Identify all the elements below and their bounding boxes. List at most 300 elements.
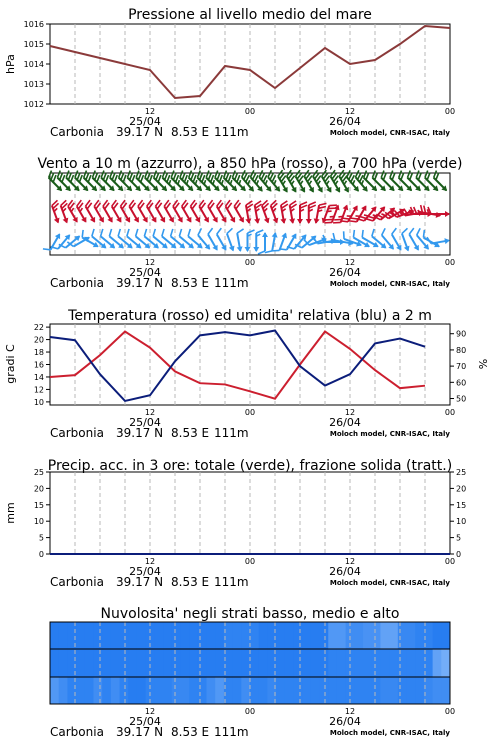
- day-label: 26/04: [329, 715, 361, 728]
- wind-barb-head: [313, 218, 320, 224]
- wind-barb: [403, 171, 426, 194]
- wind-barb-head: [297, 219, 303, 224]
- cloud-cell: [250, 622, 259, 649]
- wind-barb-feather: [116, 229, 123, 236]
- y-tick-label: 90: [456, 329, 467, 339]
- temperature-left-axis: [34, 323, 50, 407]
- cloud-cell: [259, 677, 268, 704]
- wind-barb-head: [72, 217, 80, 224]
- wind-barb-head: [212, 245, 220, 252]
- wind-barbs: [43, 170, 452, 254]
- location-alt: 111m: [214, 276, 249, 290]
- cloud-cell: [163, 649, 172, 677]
- location-lat: 39.17 N: [116, 725, 164, 739]
- precipitation-x-axis: [50, 557, 455, 589]
- precipitation-left-axis: [34, 468, 50, 559]
- wind-barb-feather: [125, 229, 132, 236]
- wind-barb-head: [107, 217, 115, 224]
- x-tick-label: 12: [344, 707, 356, 716]
- cloud-cell: [354, 677, 363, 704]
- cloud-cell: [154, 649, 163, 677]
- cloud-cell: [241, 677, 250, 704]
- y-tick-label: 1014: [23, 60, 44, 69]
- y-tick-label: 20: [33, 335, 44, 345]
- y-tick-label: 70: [456, 362, 467, 372]
- wind-barb-head: [306, 219, 312, 224]
- wind-barb-head: [300, 187, 308, 194]
- humidity-ylabel: %: [477, 358, 490, 370]
- cloud-cell: [137, 649, 146, 677]
- cloud-cell: [389, 622, 398, 649]
- cloud-cell: [93, 649, 102, 677]
- wind-barb: [88, 229, 111, 251]
- temperature-ylabel: gradi C: [4, 344, 17, 384]
- cloud-cell: [380, 649, 389, 677]
- y-tick-label: 18: [33, 348, 44, 358]
- wind-barb-head: [326, 187, 334, 194]
- location-name: Carbonia: [50, 276, 104, 290]
- cloud-cell: [198, 622, 207, 649]
- cloud-cell: [93, 622, 102, 649]
- cloud-cell: [172, 622, 181, 649]
- y-tick-label: 1013: [23, 80, 44, 89]
- wind-barb: [71, 171, 94, 194]
- cloud-cell: [50, 677, 59, 704]
- wind-barb-head: [361, 204, 369, 211]
- cloud-cell: [433, 649, 442, 677]
- cloud-cell: [328, 677, 337, 704]
- cloud-cell: [337, 622, 346, 649]
- x-tick-label: 12: [344, 258, 356, 267]
- wind-barb-feather: [421, 230, 427, 238]
- wind-barb-head: [142, 217, 150, 224]
- wind-barb: [366, 202, 388, 225]
- precipitation-grid: [75, 472, 425, 554]
- wind-barb-head: [212, 217, 220, 224]
- model-credit: Moloch model, CNR-ISAC, Italy: [329, 579, 450, 587]
- cloud-cell: [337, 649, 346, 677]
- location-lat: 39.17 N: [116, 426, 164, 440]
- cloud-cell: [50, 622, 59, 649]
- y-tick-label: 20: [456, 484, 467, 494]
- x-tick-label: 12: [344, 107, 356, 116]
- model-credit: Moloch model, CNR-ISAC, Italy: [329, 729, 450, 737]
- cloud-cell: [363, 677, 372, 704]
- y-tick-label: 20: [33, 484, 44, 494]
- x-tick-label: 00: [444, 258, 456, 267]
- cloud-cell: [154, 677, 163, 704]
- cloud-cell: [215, 677, 224, 704]
- wind-barb: [358, 230, 382, 250]
- y-tick-label: 1015: [23, 40, 44, 49]
- pressure-x-axis: [50, 107, 455, 139]
- wind-barb: [297, 202, 307, 224]
- day-label: 26/04: [329, 565, 361, 578]
- precipitation-right-axis: [450, 468, 466, 559]
- wind-barb-head: [445, 211, 450, 217]
- x-tick-label: 12: [144, 557, 156, 566]
- cloud-cell: [111, 677, 120, 704]
- cloud-cell: [293, 677, 302, 704]
- cloud-cell: [441, 649, 450, 677]
- wind-barb-feather: [226, 228, 234, 233]
- wind-barb: [44, 171, 67, 194]
- location-lat: 39.17 N: [116, 125, 164, 139]
- wind-barb: [234, 229, 248, 252]
- wind-barb-feather: [360, 230, 366, 238]
- wind-barb: [158, 171, 181, 194]
- wind-barb-feather: [98, 229, 105, 236]
- cloud-cell: [215, 622, 224, 649]
- wind-barb-head: [54, 218, 61, 225]
- wind-barb: [158, 229, 181, 251]
- cloud-cell: [233, 649, 242, 677]
- cloud-cell: [302, 622, 311, 649]
- wind-barb-feather: [415, 228, 422, 235]
- cloud-cell: [380, 677, 389, 704]
- x-tick-label: 12: [344, 408, 356, 417]
- wind-title: Vento a 10 m (azzurro), a 850 hPa (rosso), a 700 hPa (verde): [37, 156, 463, 172]
- wind-barb-feather: [256, 230, 263, 233]
- cloud-cell: [172, 677, 181, 704]
- cloud-cell: [372, 649, 381, 677]
- wind-barb: [114, 229, 137, 251]
- cloud-cell: [233, 677, 242, 704]
- wind-barb: [175, 229, 198, 251]
- wind-barb-head: [81, 217, 89, 224]
- wind-barb: [394, 171, 417, 194]
- pressure-ylabel: hPa: [4, 54, 17, 74]
- wind-barb: [429, 171, 452, 194]
- wind-barb-feather: [333, 220, 341, 225]
- x-tick-label: 00: [244, 707, 256, 716]
- wind-barb-feather: [390, 228, 398, 234]
- temperature-title: Temperatura (rosso) ed umidita' relativa (blu) a 2 m: [68, 308, 432, 324]
- y-tick-label: 1012: [23, 100, 44, 109]
- y-tick-label: 5: [456, 533, 462, 543]
- wind-barb-head: [404, 246, 411, 253]
- temperature-x-axis: [50, 408, 455, 440]
- wind-barb-head: [352, 204, 360, 211]
- wind-barb-feather: [287, 244, 294, 251]
- y-tick-label: 0: [38, 550, 44, 559]
- temperature-panel: [4, 308, 490, 440]
- cloud-cell: [320, 649, 329, 677]
- precipitation-panel: [4, 458, 466, 589]
- y-tick-label: 1016: [23, 20, 44, 29]
- location-alt: 111m: [214, 125, 249, 139]
- wind-barb-head: [414, 245, 422, 252]
- wind-barb-feather: [401, 228, 409, 233]
- wind-barb-head: [282, 187, 290, 194]
- wind-barb: [166, 229, 189, 251]
- cloud-cell: [180, 677, 189, 704]
- wind-barb-feather: [351, 230, 357, 238]
- cloud-cell: [163, 622, 172, 649]
- y-tick-label: 15: [33, 500, 44, 510]
- x-tick-label: 12: [144, 408, 156, 417]
- y-tick-label: 10: [33, 397, 44, 407]
- wind-barb-head: [55, 232, 63, 239]
- cloud-cell: [137, 622, 146, 649]
- cloud-cell: [76, 649, 85, 677]
- cloud-cell: [102, 622, 111, 649]
- wind-barb-feather: [133, 229, 140, 236]
- wind-barb-head: [177, 217, 185, 224]
- cloud-cell: [415, 649, 424, 677]
- cloud-cell: [285, 649, 294, 677]
- location-lat: 39.17 N: [116, 276, 164, 290]
- cloud-cell: [302, 649, 311, 677]
- cloud-cell: [328, 622, 337, 649]
- cloud-cell: [215, 649, 224, 677]
- location-alt: 111m: [214, 575, 249, 589]
- cloud-cell: [76, 622, 85, 649]
- cloud-cell: [172, 649, 181, 677]
- cloud-cell: [285, 677, 294, 704]
- y-tick-label: 10: [456, 517, 467, 527]
- wind-barb: [340, 231, 364, 248]
- wind-barb-feather: [380, 228, 387, 235]
- wind-barb: [43, 230, 63, 254]
- humidity-right-axis: [450, 330, 466, 404]
- y-tick-label: 12: [33, 385, 44, 395]
- cloud-cell: [128, 677, 137, 704]
- wind-barb-feather: [300, 205, 307, 208]
- precipitation-title: Precip. acc. in 3 ore: totale (verde), frazione solida (tratt.): [47, 458, 453, 474]
- y-tick-label: 10: [33, 517, 44, 527]
- wind-barb: [88, 171, 111, 194]
- temperature-line: [50, 331, 425, 398]
- wind-barb: [149, 171, 172, 194]
- y-tick-label: 16: [33, 360, 44, 370]
- location-name: Carbonia: [50, 125, 104, 139]
- model-credit: Moloch model, CNR-ISAC, Italy: [329, 129, 450, 137]
- wind-barb-head: [63, 218, 70, 225]
- cloud-cell: [102, 649, 111, 677]
- wind-barb-head: [186, 217, 194, 224]
- wind-barb-feather: [186, 229, 193, 236]
- day-label: 25/04: [129, 416, 161, 429]
- cloud-cell: [363, 622, 372, 649]
- wind-barb-feather: [107, 229, 114, 236]
- y-tick-label: 22: [33, 323, 44, 333]
- wind-barb: [132, 171, 155, 194]
- y-tick-label: 60: [456, 378, 467, 388]
- wind-barb-head: [204, 217, 212, 224]
- wind-barb-head: [309, 187, 317, 194]
- cloud-cell: [407, 677, 416, 704]
- wind-barb: [123, 229, 146, 251]
- cloud-cell: [285, 622, 294, 649]
- wind-barb-head: [281, 232, 288, 239]
- cloud-cell: [276, 649, 285, 677]
- wind-barb-head: [264, 218, 271, 225]
- wind-barb-head: [229, 246, 236, 253]
- wind-barb-head: [254, 218, 261, 224]
- wind-barb: [357, 202, 379, 225]
- cloud-cell: [389, 677, 398, 704]
- cloud-cell: [76, 677, 85, 704]
- cloud-cell: [276, 677, 285, 704]
- wind-barb-feather: [408, 228, 416, 234]
- cloud-cell: [407, 649, 416, 677]
- y-tick-label: 80: [456, 345, 467, 355]
- cloud-cell: [259, 649, 268, 677]
- precipitation-frame: [50, 472, 450, 554]
- model-credit: Moloch model, CNR-ISAC, Italy: [329, 430, 450, 438]
- wind-barb: [140, 229, 163, 251]
- location-alt: 111m: [214, 725, 249, 739]
- cloud-cell: [111, 622, 120, 649]
- wind-barb-feather: [309, 202, 316, 205]
- wind-barb-head: [195, 217, 203, 224]
- cloud-cell: [311, 677, 320, 704]
- cloud-cell: [293, 649, 302, 677]
- wind-x-axis: [50, 258, 455, 290]
- wind-barb: [277, 201, 291, 224]
- wind-barb-head: [273, 218, 280, 225]
- cloud-cell: [102, 677, 111, 704]
- pressure-frame: [50, 24, 450, 104]
- cloud-cell: [120, 677, 129, 704]
- day-label: 26/04: [329, 416, 361, 429]
- cloud-cell: [407, 622, 416, 649]
- cloud-cell: [398, 622, 407, 649]
- cloud-cell: [85, 649, 94, 677]
- wind-barb-head: [245, 218, 252, 224]
- x-tick-label: 00: [444, 707, 456, 716]
- wind-barb-head: [116, 217, 124, 224]
- wind-barb: [306, 202, 316, 224]
- x-tick-label: 00: [244, 557, 256, 566]
- cloud-cell: [189, 649, 198, 677]
- wind-barb: [114, 171, 137, 194]
- cloud-cell: [320, 622, 329, 649]
- x-tick-label: 00: [444, 107, 456, 116]
- cloud-cell: [311, 622, 320, 649]
- pressure-title: Pressione al livello medio del mare: [128, 7, 372, 23]
- cloud-cell: [198, 649, 207, 677]
- wind-barb: [242, 201, 256, 224]
- cloud-cell: [180, 649, 189, 677]
- x-tick-label: 00: [244, 107, 256, 116]
- temperature-series: [50, 330, 425, 400]
- y-tick-label: 5: [38, 533, 44, 543]
- location-name: Carbonia: [50, 575, 104, 589]
- cloud-cell: [354, 649, 363, 677]
- cloud-cell: [328, 649, 337, 677]
- cloud-cell: [120, 622, 129, 649]
- wind-barb: [79, 171, 102, 194]
- x-tick-label: 12: [144, 107, 156, 116]
- wind-barb-head: [436, 212, 442, 219]
- wind-barb-head: [237, 246, 244, 252]
- cloud-cell: [128, 622, 137, 649]
- wind-barb-head: [253, 247, 259, 252]
- y-tick-label: 25: [33, 468, 44, 477]
- wind-barb-head: [291, 187, 299, 194]
- precipitation-ylabel: mm: [4, 502, 17, 524]
- cloud-cell: [207, 677, 216, 704]
- cloud-cell: [241, 649, 250, 677]
- wind-barb: [349, 230, 373, 250]
- wind-barb: [412, 171, 435, 194]
- location-lon: 8.53 E: [171, 125, 210, 139]
- cloud-cell: [276, 622, 285, 649]
- wind-barb: [286, 201, 300, 224]
- wind-barb-head: [151, 217, 159, 224]
- wind-barb: [421, 171, 444, 194]
- day-label: 25/04: [129, 115, 161, 128]
- location-lat: 39.17 N: [116, 575, 164, 589]
- wind-barb: [184, 229, 207, 251]
- wind-barb-feather: [309, 205, 316, 208]
- cloud-cell: [128, 649, 137, 677]
- cloud-cell: [311, 649, 320, 677]
- cloud-cell: [441, 622, 450, 649]
- cloud-cell: [93, 677, 102, 704]
- wind-barb-feather: [248, 230, 255, 233]
- wind-barb-feather: [207, 228, 215, 234]
- location-lon: 8.53 E: [171, 276, 210, 290]
- wind-barb-head: [280, 218, 287, 224]
- wind-barb-feather: [215, 228, 223, 234]
- wind-barb: [123, 171, 146, 194]
- wind-barb: [131, 229, 154, 251]
- cloud-cell: [354, 622, 363, 649]
- cloud-cell: [59, 622, 68, 649]
- wind-barb: [141, 171, 164, 194]
- wind-barb-feather: [142, 229, 149, 236]
- cloud-cell: [441, 677, 450, 704]
- wind-barb: [419, 230, 443, 250]
- cloud-cell: [398, 649, 407, 677]
- wind-barb: [368, 229, 391, 251]
- cloud-panel: [50, 606, 455, 739]
- cloud-cell: [59, 649, 68, 677]
- wind-barb: [253, 230, 263, 252]
- cloud-cell: [415, 622, 424, 649]
- wind-barb: [149, 229, 172, 251]
- y-tick-label: 25: [456, 468, 467, 477]
- cloud-cell: [180, 622, 189, 649]
- cloud-cell: [320, 677, 329, 704]
- wind-barb-head: [444, 237, 450, 244]
- wind-barb-feather: [43, 246, 51, 252]
- location-lon: 8.53 E: [171, 426, 210, 440]
- x-tick-label: 00: [244, 408, 256, 417]
- cloud-cell: [380, 622, 389, 649]
- cloud-cell: [433, 622, 442, 649]
- x-tick-label: 00: [244, 258, 256, 267]
- wind-barb: [62, 171, 85, 194]
- wind-barb-feather: [341, 231, 346, 239]
- y-tick-label: 14: [33, 372, 44, 382]
- location-alt: 111m: [214, 426, 249, 440]
- cloud-cell: [207, 622, 216, 649]
- wind-barb-head: [343, 204, 350, 211]
- pressure-panel: [4, 7, 455, 139]
- cloud-cell: [293, 622, 302, 649]
- cloud-cell: [389, 649, 398, 677]
- wind-barb-feather: [258, 251, 265, 254]
- wind-barb-head: [289, 218, 296, 224]
- cloud-cell: [372, 677, 381, 704]
- location-name: Carbonia: [50, 725, 104, 739]
- wind-barb-feather: [80, 230, 86, 238]
- location-lon: 8.53 E: [171, 725, 210, 739]
